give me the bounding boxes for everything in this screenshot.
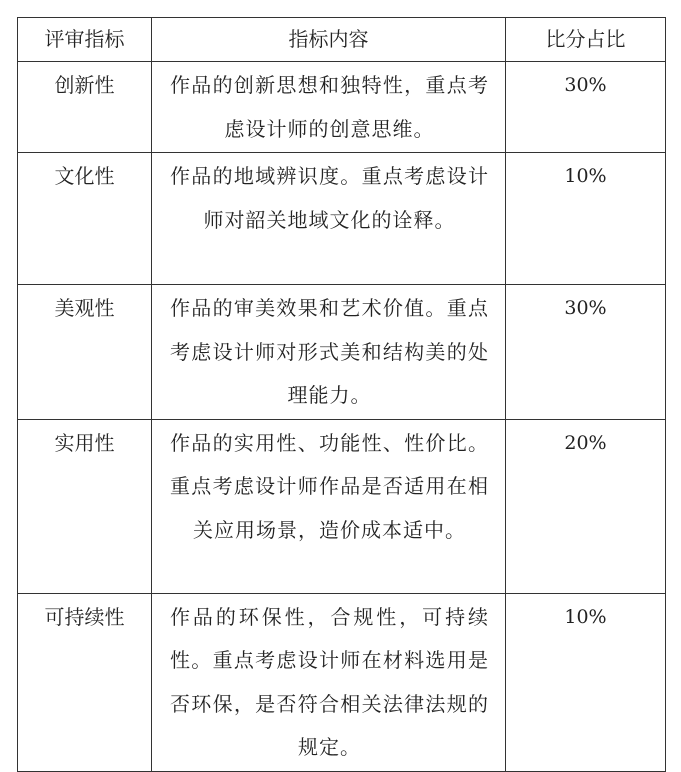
table-row <box>18 285 666 420</box>
table-row <box>18 62 666 153</box>
criterion-name: 文化性 <box>18 153 152 285</box>
criterion-content: 作品的创新思想和独特性，重点考虑设计师的创意思维。 <box>152 62 506 153</box>
criterion-name: 可持续性 <box>18 593 152 771</box>
criterion-name: 创新性 <box>18 62 152 153</box>
table-header-row <box>18 18 666 62</box>
table-row <box>18 153 666 285</box>
criterion-content: 作品的地域辨识度。重点考虑设计师对韶关地域文化的诠释。 <box>152 153 506 285</box>
header-criterion: 评审指标 <box>18 18 152 62</box>
criterion-weight: 30% <box>506 285 666 420</box>
criterion-weight: 10% <box>506 153 666 285</box>
criterion-name: 美观性 <box>18 285 152 420</box>
criterion-content: 作品的实用性、功能性、性价比。重点考虑设计师作品是否适用在相关应用场景，造价成本适中。 <box>152 419 506 593</box>
criterion-content: 作品的环保性，合规性，可持续性。重点考虑设计师在材料选用是否环保，是否符合相关法律法规的规定。 <box>152 593 506 771</box>
table-row <box>18 593 666 771</box>
criterion-weight: 20% <box>506 419 666 593</box>
criterion-content: 作品的审美效果和艺术价值。重点考虑设计师对形式美和结构美的处理能力。 <box>152 285 506 420</box>
criterion-weight: 10% <box>506 593 666 771</box>
header-content: 指标内容 <box>152 18 506 62</box>
header-weight: 比分占比 <box>506 18 666 62</box>
criterion-weight: 30% <box>506 62 666 153</box>
criterion-name: 实用性 <box>18 419 152 593</box>
table-row <box>18 419 666 593</box>
criteria-table <box>17 17 666 772</box>
